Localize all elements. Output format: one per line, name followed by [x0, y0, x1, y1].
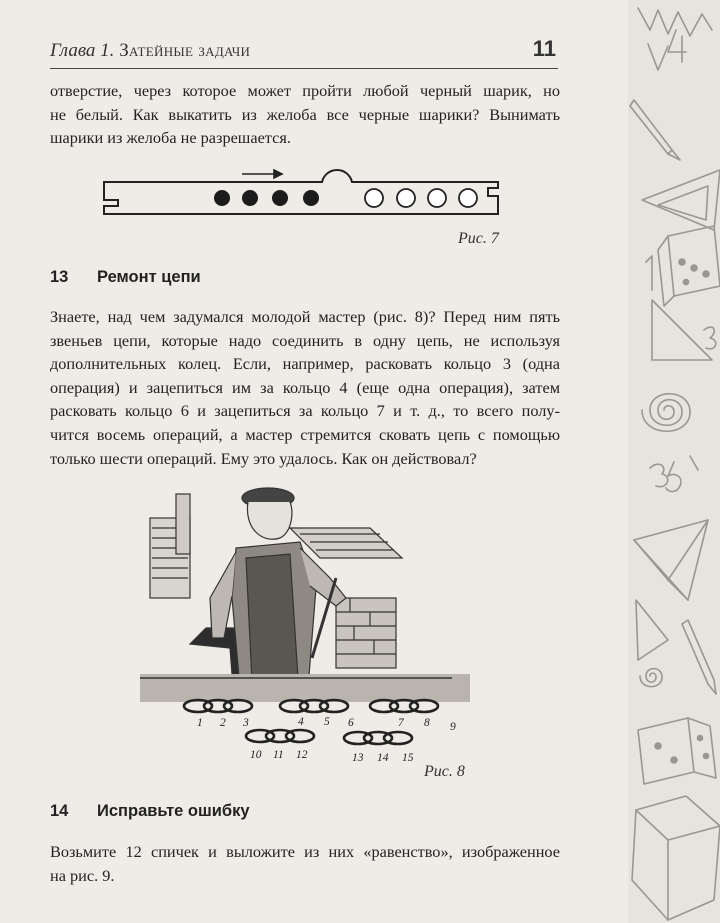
ring-label: 6: [348, 717, 354, 729]
ring-label: 3: [243, 717, 249, 729]
black-ball: [303, 190, 319, 206]
black-ball: [214, 190, 230, 206]
intro-paragraph: [50, 79, 560, 150]
text-line: шарики из желоба не разрешается.: [50, 128, 291, 148]
text-line: только шести операций. Ему это удалось. Как он действовал?: [50, 448, 477, 468]
figure-7-caption: Рис. 7: [458, 230, 499, 247]
white-ball: [397, 189, 415, 207]
text-line: не белый. Как выкатить из желоба все черные шарики? Вынимать: [50, 104, 560, 124]
text-line: звеньев цепи, которые надо соединить в одну цепь, не используя: [50, 330, 560, 350]
section-13-heading: [50, 268, 201, 287]
section-14-heading: [50, 802, 250, 821]
chapter-title: [50, 40, 250, 62]
figure-8-caption: Рис. 8: [424, 763, 465, 780]
text-line: чится восемь операций, а мастер стремится сковать цепь с помощью: [50, 424, 560, 444]
black-ball: [272, 190, 288, 206]
ring-label: 12: [296, 749, 308, 761]
white-ball: [365, 189, 383, 207]
black-ball: [242, 190, 258, 206]
white-ball: [459, 189, 477, 207]
text-line: расковать кольцо 6 и зацепиться за кольцо 7 и т. д., то всего полу-: [50, 401, 560, 421]
ring-label: 10: [250, 749, 262, 761]
section-13-text: [50, 305, 560, 470]
chain-piece-4: [246, 730, 314, 742]
running-header: [50, 36, 558, 69]
ring-label: 15: [402, 752, 414, 764]
text-line: дополнительных колец. Если, например, расковать кольцо 3 (одна: [50, 354, 560, 374]
white-ball: [428, 189, 446, 207]
chapter-name: Затейные задачи: [119, 40, 251, 61]
text-line: отверстие, через которое может пройти любой черный шарик, но: [50, 81, 560, 100]
chain-piece-5: [344, 732, 412, 744]
text-line: Знаете, над чем задумался молодой мастер (рис. 8)? Перед ним пять: [50, 307, 560, 326]
ring-label: 14: [377, 752, 389, 764]
section-title: Исправьте ошибку: [97, 802, 250, 820]
white-balls: [365, 189, 477, 207]
ring-label: 11: [273, 749, 284, 761]
ring-label: 7: [398, 717, 404, 729]
page-number: 11: [532, 36, 556, 61]
ring-label: 13: [352, 752, 364, 764]
section-title: Ремонт цепи: [97, 268, 201, 286]
text-line: Возьмите 12 спичек и выложите из них «равенство», изображенное: [50, 842, 560, 861]
chapter-prefix: Глава 1.: [50, 40, 115, 61]
text-line: операция) и зацепиться им за кольцо 4 (еще одна операция), затем: [50, 377, 560, 397]
margin-doodles-decoration: [628, 0, 720, 923]
ring-label: 8: [424, 717, 430, 729]
section-number: 13: [50, 268, 69, 286]
figure-8-blacksmith-illustration: [140, 478, 470, 768]
section-14-text: [50, 840, 560, 887]
section-number: 14: [50, 802, 69, 820]
figure-7-trough: [96, 160, 516, 220]
ring-label: 5: [324, 716, 330, 728]
text-line: на рис. 9.: [50, 865, 115, 885]
black-balls: [214, 190, 319, 206]
ring-label: 4: [298, 716, 304, 728]
ring-label: 2: [220, 717, 226, 729]
ring-label: 9: [450, 721, 456, 733]
ring-label: 1: [197, 717, 203, 729]
